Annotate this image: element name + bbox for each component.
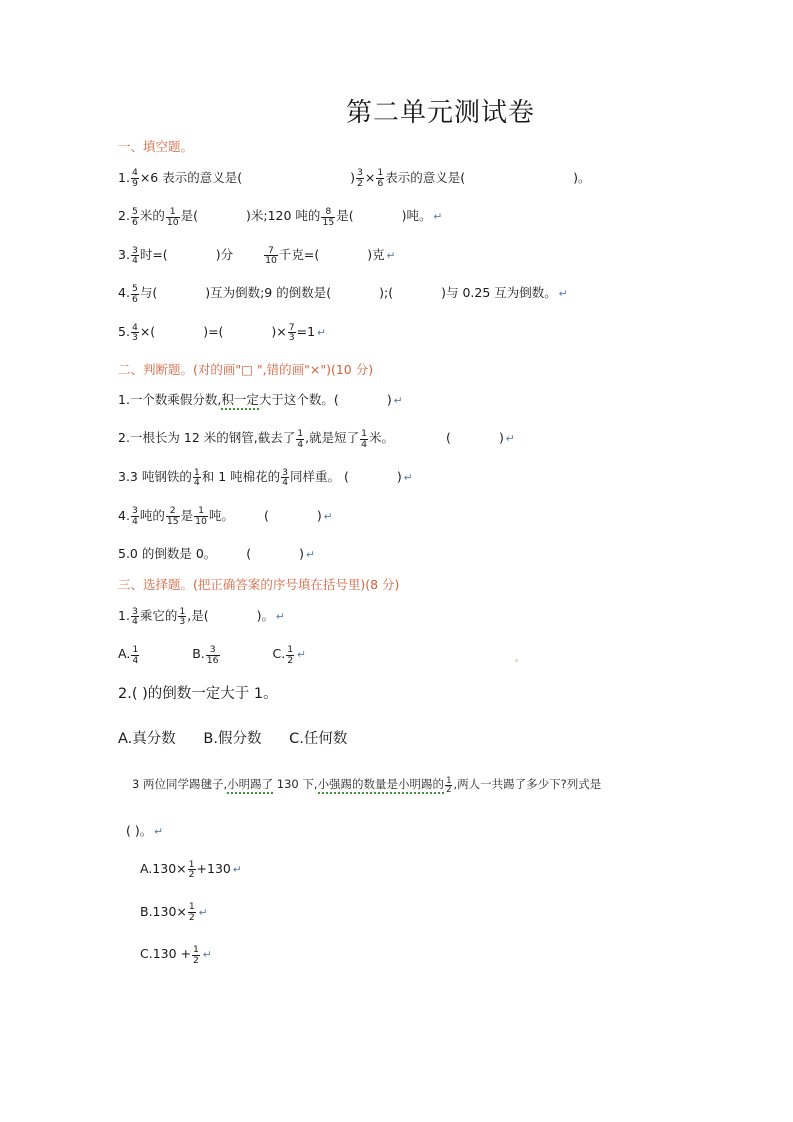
fraction-denominator: 4 (193, 477, 200, 489)
section-heading-multiple-choice: 三、选择题。(把正确答案的序号填在括号里)(8 分) (118, 577, 400, 593)
fraction-denominator: 9 (131, 178, 138, 190)
fraction (166, 506, 180, 526)
text-run: 米。 (369, 430, 395, 446)
text-run: )克 (367, 246, 385, 262)
fraction-denominator: 4 (131, 616, 138, 628)
text-run: ×6 表示的意义是( (139, 169, 243, 185)
section-heading-true-false: 二、判断题。(对的画"□ ",错的画"×")(10 分) (118, 361, 374, 377)
text-run: 2. (118, 208, 130, 224)
paragraph-mark-icon: ↵ (297, 648, 307, 662)
text-run: 1. (118, 169, 130, 185)
fraction-denominator: 3 (131, 332, 138, 344)
text-run: )。 (573, 169, 591, 185)
text-run: × (364, 169, 376, 185)
fraction-numerator: 1 (132, 644, 139, 656)
text-run: 米的 (139, 208, 165, 224)
question-mc-3 (118, 775, 698, 795)
text-run: 乘它的 (139, 607, 178, 623)
spellcheck-underline-text: 小强踢的数量是小明踢的 (318, 777, 445, 794)
text-run: ( (446, 430, 451, 446)
fraction-denominator: 3 (179, 616, 186, 628)
text-run: 表示的意义是( (385, 169, 466, 185)
paragraph-mark-icon: ↵ (317, 326, 326, 340)
spellcheck-underline-text: 小明踢了 (227, 777, 273, 794)
text-run: 1.一个数乘假分数, (118, 392, 222, 408)
fraction (445, 777, 452, 796)
fraction (376, 168, 384, 188)
choice-option[interactable] (118, 644, 140, 666)
fraction-numerator: 1 (361, 428, 368, 440)
paragraph-mark-icon: ↵ (198, 905, 208, 919)
paragraph-mark-icon: ↵ (393, 394, 403, 408)
fraction (194, 506, 208, 526)
text-run: 4. (118, 285, 130, 301)
fraction-denominator: 10 (166, 216, 179, 228)
fraction (356, 168, 364, 188)
option-mc-3-c (118, 944, 698, 965)
fraction (296, 429, 304, 449)
paragraph-mark-icon: ↵ (275, 609, 285, 623)
fraction-denominator: 16 (206, 654, 219, 666)
text-run: 4. (118, 507, 130, 523)
text-run: ,是( (187, 607, 209, 623)
text-run: =1 (296, 324, 316, 340)
text-run: B. (192, 646, 205, 662)
text-run: )分 (215, 246, 234, 262)
fraction-denominator: 2 (193, 954, 199, 966)
fraction-numerator: 1 (297, 428, 304, 440)
text-run: )吨。 (401, 208, 432, 224)
fraction (264, 246, 278, 266)
paragraph-mark-icon: ↵ (403, 470, 413, 484)
text-run: ( (246, 546, 252, 562)
fraction (131, 207, 139, 227)
fraction-numerator: 1 (198, 505, 204, 517)
question-tf-1 (118, 390, 698, 410)
page-title: 第二单元测试卷 (345, 98, 535, 128)
fraction-numerator: 1 (193, 943, 199, 955)
fraction-numerator: 1 (188, 858, 195, 870)
fraction-numerator: 3 (131, 605, 138, 617)
text-run: A.130× (140, 860, 187, 876)
fraction (281, 468, 289, 488)
fraction-denominator: 4 (131, 255, 138, 267)
fraction (188, 902, 196, 922)
fraction-numerator: 4 (131, 321, 138, 333)
question-tf-5 (118, 544, 698, 564)
paragraph-mark-icon: ↵ (505, 432, 515, 446)
fraction (206, 645, 220, 665)
fraction-denominator: 6 (131, 293, 138, 305)
text-run: ,就是短了 (305, 430, 360, 446)
options-mc-2: A.真分数 B.假分数 C.任何数 (118, 731, 348, 748)
fraction-numerator: 3 (357, 167, 363, 179)
section-heading-fill-in-blank: 一、填空题。 (118, 139, 194, 154)
paragraph-mark-icon: ↵ (386, 248, 396, 262)
text-run: )互为倒数;9 的倒数是( (205, 285, 332, 301)
text-run: 吨。 (208, 507, 234, 523)
fraction-numerator: 3 (131, 244, 138, 256)
text-run: ) (316, 507, 322, 523)
fraction-denominator: 10 (195, 515, 207, 527)
text-run: 同样重。 ( (290, 468, 349, 484)
fraction (193, 468, 201, 488)
text-run: ) (498, 430, 504, 446)
fraction-numerator: 1 (169, 206, 176, 218)
fraction-numerator: 1 (287, 644, 294, 656)
fraction (131, 246, 139, 266)
text-run: ) (350, 169, 355, 185)
fraction (131, 284, 139, 304)
fraction (321, 207, 335, 227)
fraction-numerator: 2 (169, 505, 176, 517)
fraction-numerator: 8 (325, 206, 332, 218)
fraction (286, 645, 294, 665)
fraction (131, 607, 139, 627)
fraction-denominator: 4 (131, 515, 138, 527)
question-tf-2 (118, 428, 698, 449)
fraction-numerator: 1 (377, 167, 384, 179)
fraction-numerator: 3 (209, 644, 216, 656)
fraction (178, 607, 186, 627)
fraction-denominator: 15 (166, 515, 179, 527)
fraction-numerator: 3 (131, 505, 138, 517)
question-fill-5 (118, 322, 698, 343)
text-run: 与( (139, 285, 158, 301)
text-run: 2.一根长为 12 米的钢管,截去了 (118, 430, 296, 446)
choice-option[interactable] (272, 644, 307, 666)
text-run: ×( (139, 324, 156, 340)
question-fill-2 (118, 206, 698, 227)
text-run: 吨的 (139, 507, 165, 523)
question-mc-2: 2.( )的倒数一定大于 1。 (118, 686, 278, 703)
text-run: ) (299, 546, 305, 562)
option-mc-3-b (118, 902, 698, 923)
text-run: ,两人一共踢了多少下?列式是 (453, 777, 602, 792)
text-run: 130 下, (273, 777, 318, 792)
fraction (360, 429, 368, 449)
fraction-denominator: 3 (288, 332, 295, 344)
fraction (192, 945, 200, 965)
fraction-numerator: 1 (193, 466, 200, 478)
text-run: 是( (180, 208, 199, 224)
question-tf-3 (118, 467, 698, 488)
fraction-numerator: 1 (188, 901, 195, 913)
text-run: +130 (196, 860, 231, 876)
paragraph-mark-icon: ↵ (323, 509, 333, 523)
fraction (131, 506, 139, 526)
question-fill-3 (118, 245, 698, 266)
paragraph-mark-icon: ↵ (232, 862, 242, 876)
fraction-numerator: 5 (131, 283, 138, 295)
paragraph-mark-icon: ↵ (433, 210, 443, 224)
text-run: C.130 + (140, 946, 192, 962)
text-run: 是( (336, 208, 354, 224)
text-run: 大于这个数。( (258, 392, 339, 408)
fraction-numerator: 3 (282, 466, 289, 478)
paragraph-mark-icon: ↵ (558, 287, 568, 301)
fraction (131, 168, 139, 188)
text-run: ) (396, 468, 402, 484)
text-run: B.130× (140, 903, 187, 919)
text-run: 3 两位同学踢毽子, (132, 777, 228, 792)
fraction-denominator: 4 (282, 477, 289, 489)
text-run: C. (272, 646, 286, 662)
text-run: ( (263, 507, 269, 523)
text-run: 1. (118, 607, 130, 623)
text-run: )=( (203, 324, 224, 340)
fraction-denominator: 6 (377, 178, 384, 190)
question-tf-4 (118, 506, 698, 527)
question-fill-1 (118, 168, 698, 189)
choice-option[interactable] (192, 644, 220, 666)
fraction-numerator: 1 (446, 775, 452, 786)
text-run: 3. (118, 246, 130, 262)
fraction-denominator: 4 (132, 654, 139, 666)
paragraph-mark-icon: ↵ (154, 824, 164, 838)
document-body (118, 138, 698, 987)
question-mc-3-blank-text: ( )。 (126, 822, 153, 838)
fraction-denominator: 2 (188, 911, 195, 923)
fraction-denominator: 2 (446, 785, 452, 796)
text-run: 3.3 吨钢铁的 (118, 468, 192, 484)
fraction-denominator: 4 (361, 438, 368, 450)
text-run: 5.0 的倒数是 0。 (118, 546, 217, 562)
question-mc-3-answer-blank (118, 821, 698, 839)
option-mc-3-a (118, 859, 698, 880)
spellcheck-underline-text: 积一定 (221, 392, 259, 410)
text-run: )。 (256, 607, 274, 623)
fraction (188, 860, 196, 880)
text-run: 千克=( (278, 246, 320, 262)
text-run: 是 (180, 507, 194, 523)
text-run: 时=( (139, 246, 168, 262)
fraction-denominator: 2 (287, 654, 294, 666)
fraction-denominator: 2 (188, 869, 195, 881)
fraction (131, 645, 139, 665)
text-run: );( (379, 285, 394, 301)
text-run: 5. (118, 324, 130, 340)
text-run: )× (271, 324, 287, 340)
fraction-denominator: 15 (322, 216, 335, 228)
fraction (166, 207, 180, 227)
fraction-numerator: 7 (268, 244, 274, 256)
fraction-numerator: 1 (179, 605, 186, 617)
text-run: ) (386, 392, 392, 408)
fraction (131, 323, 139, 343)
fraction-numerator: 7 (288, 321, 295, 333)
paragraph-mark-icon: ↵ (202, 948, 212, 962)
paragraph-mark-icon: ↵ (306, 548, 315, 562)
fraction-numerator: 5 (131, 206, 138, 218)
text-run: 和 1 吨棉花的 (201, 468, 281, 484)
text-run: )与 0.25 互为倒数。 (441, 285, 557, 301)
fraction-denominator: 4 (297, 438, 304, 450)
fraction-denominator: 6 (131, 216, 138, 228)
text-run: )米;120 吨的 (246, 208, 321, 224)
fraction-numerator: 4 (131, 167, 138, 179)
text-run: A. (118, 646, 131, 662)
question-mc-1 (118, 606, 698, 627)
fraction-denominator: 2 (357, 178, 363, 190)
options-mc-1 (118, 644, 698, 665)
fraction-denominator: 10 (265, 255, 277, 267)
fraction (288, 323, 296, 343)
scan-artifact-speck (515, 659, 518, 662)
question-fill-4 (118, 283, 698, 304)
